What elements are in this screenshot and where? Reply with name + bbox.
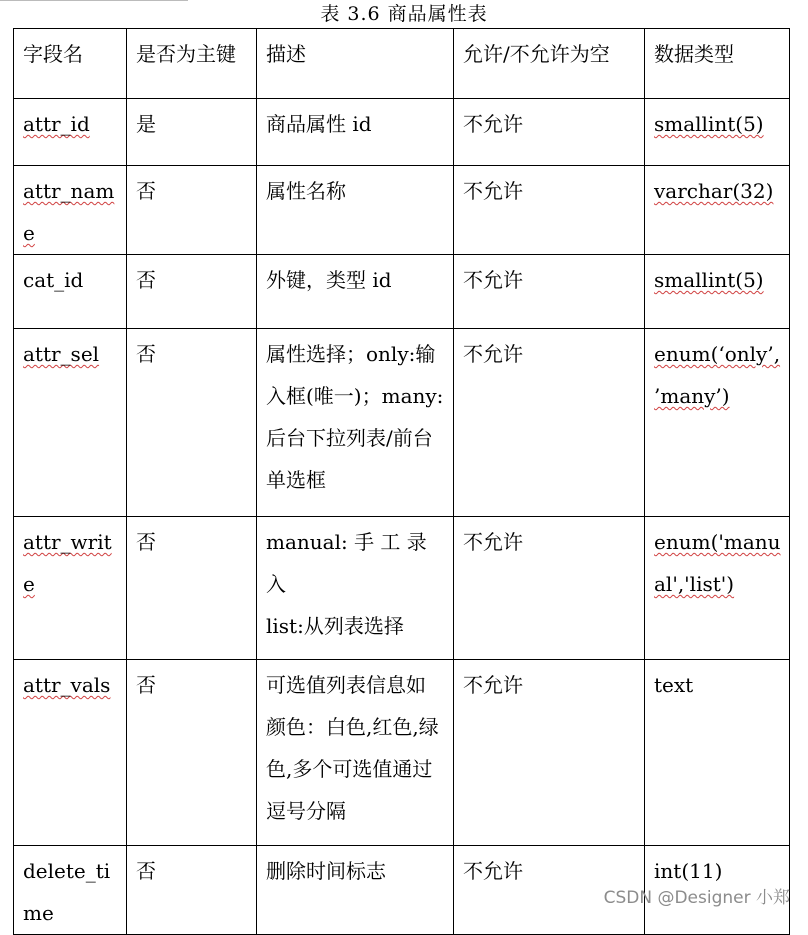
- header-cell: 描述: [257, 29, 454, 99]
- table-caption: 表 3.6 商品属性表: [320, 3, 488, 25]
- field-cell: delete_time: [14, 846, 127, 935]
- table-row: [14, 166, 790, 255]
- type-cell: [645, 166, 790, 255]
- table-row: [14, 517, 790, 660]
- nullable-cell: 不允许: [454, 660, 645, 846]
- desc-cell: 属性选择；only:输入框(唯一)；many:后台下拉列表/前台单选框: [257, 329, 454, 517]
- pk-cell: 否: [127, 517, 257, 660]
- nullable-cell: 不允许: [454, 329, 645, 517]
- field-cell: [14, 166, 127, 255]
- type-value: smallint(5): [654, 268, 764, 292]
- header-row: [14, 29, 790, 99]
- type-cell: text: [645, 660, 790, 846]
- pk-cell: 是: [127, 99, 257, 166]
- field-cell: cat_id: [14, 255, 127, 329]
- nullable-cell: 不允许: [454, 846, 645, 935]
- desc-cell: 外键，类型 id: [257, 255, 454, 329]
- field-cell: [14, 329, 127, 517]
- desc-cell: 商品属性 id: [257, 99, 454, 166]
- header-cell: 数据类型: [645, 29, 790, 99]
- desc-cell: manual: 手 工 录入 list:从列表选择: [257, 517, 454, 660]
- table-row: [14, 99, 790, 166]
- field-name: attr_name: [23, 179, 115, 245]
- field-name: attr_id: [23, 112, 90, 136]
- field-name: attr_sel: [23, 342, 100, 366]
- header-cell: 是否为主键: [127, 29, 257, 99]
- type-value: smallint(5): [654, 112, 764, 136]
- header-cell: 允许/不允许为空: [454, 29, 645, 99]
- field-cell: [14, 517, 127, 660]
- field-name: attr_write: [23, 530, 112, 596]
- pk-cell: 否: [127, 166, 257, 255]
- type-value: varchar(32): [654, 179, 774, 203]
- type-value: enum(‘only’,’many’): [654, 342, 781, 408]
- nullable-cell: 不允许: [454, 517, 645, 660]
- type-cell: [645, 255, 790, 329]
- type-cell: [645, 329, 790, 517]
- type-cell: int(11): [645, 846, 790, 935]
- type-cell: [645, 99, 790, 166]
- nullable-cell: 不允许: [454, 166, 645, 255]
- type-cell: [645, 517, 790, 660]
- field-cell: [14, 660, 127, 846]
- desc-cell: 属性名称: [257, 166, 454, 255]
- type-value: enum('manual','list'): [654, 530, 781, 596]
- top-rule: [0, 0, 188, 1]
- pk-cell: 否: [127, 846, 257, 935]
- attribute-table: [13, 28, 790, 935]
- header-cell: 字段名: [14, 29, 127, 99]
- pk-cell: 否: [127, 660, 257, 846]
- nullable-cell: 不允许: [454, 255, 645, 329]
- desc-cell: 删除时间标志: [257, 846, 454, 935]
- table-row: [14, 660, 790, 846]
- pk-cell: 否: [127, 329, 257, 517]
- field-cell: [14, 99, 127, 166]
- csdn-watermark: CSDN @Designer 小郑: [603, 888, 790, 908]
- pk-cell: 否: [127, 255, 257, 329]
- table-row: [14, 255, 790, 329]
- desc-cell: 可选值列表信息如颜色：白色,红色,绿色,多个可选值通过逗号分隔: [257, 660, 454, 846]
- table-row: [14, 329, 790, 517]
- nullable-cell: 不允许: [454, 99, 645, 166]
- field-name: attr_vals: [23, 673, 111, 697]
